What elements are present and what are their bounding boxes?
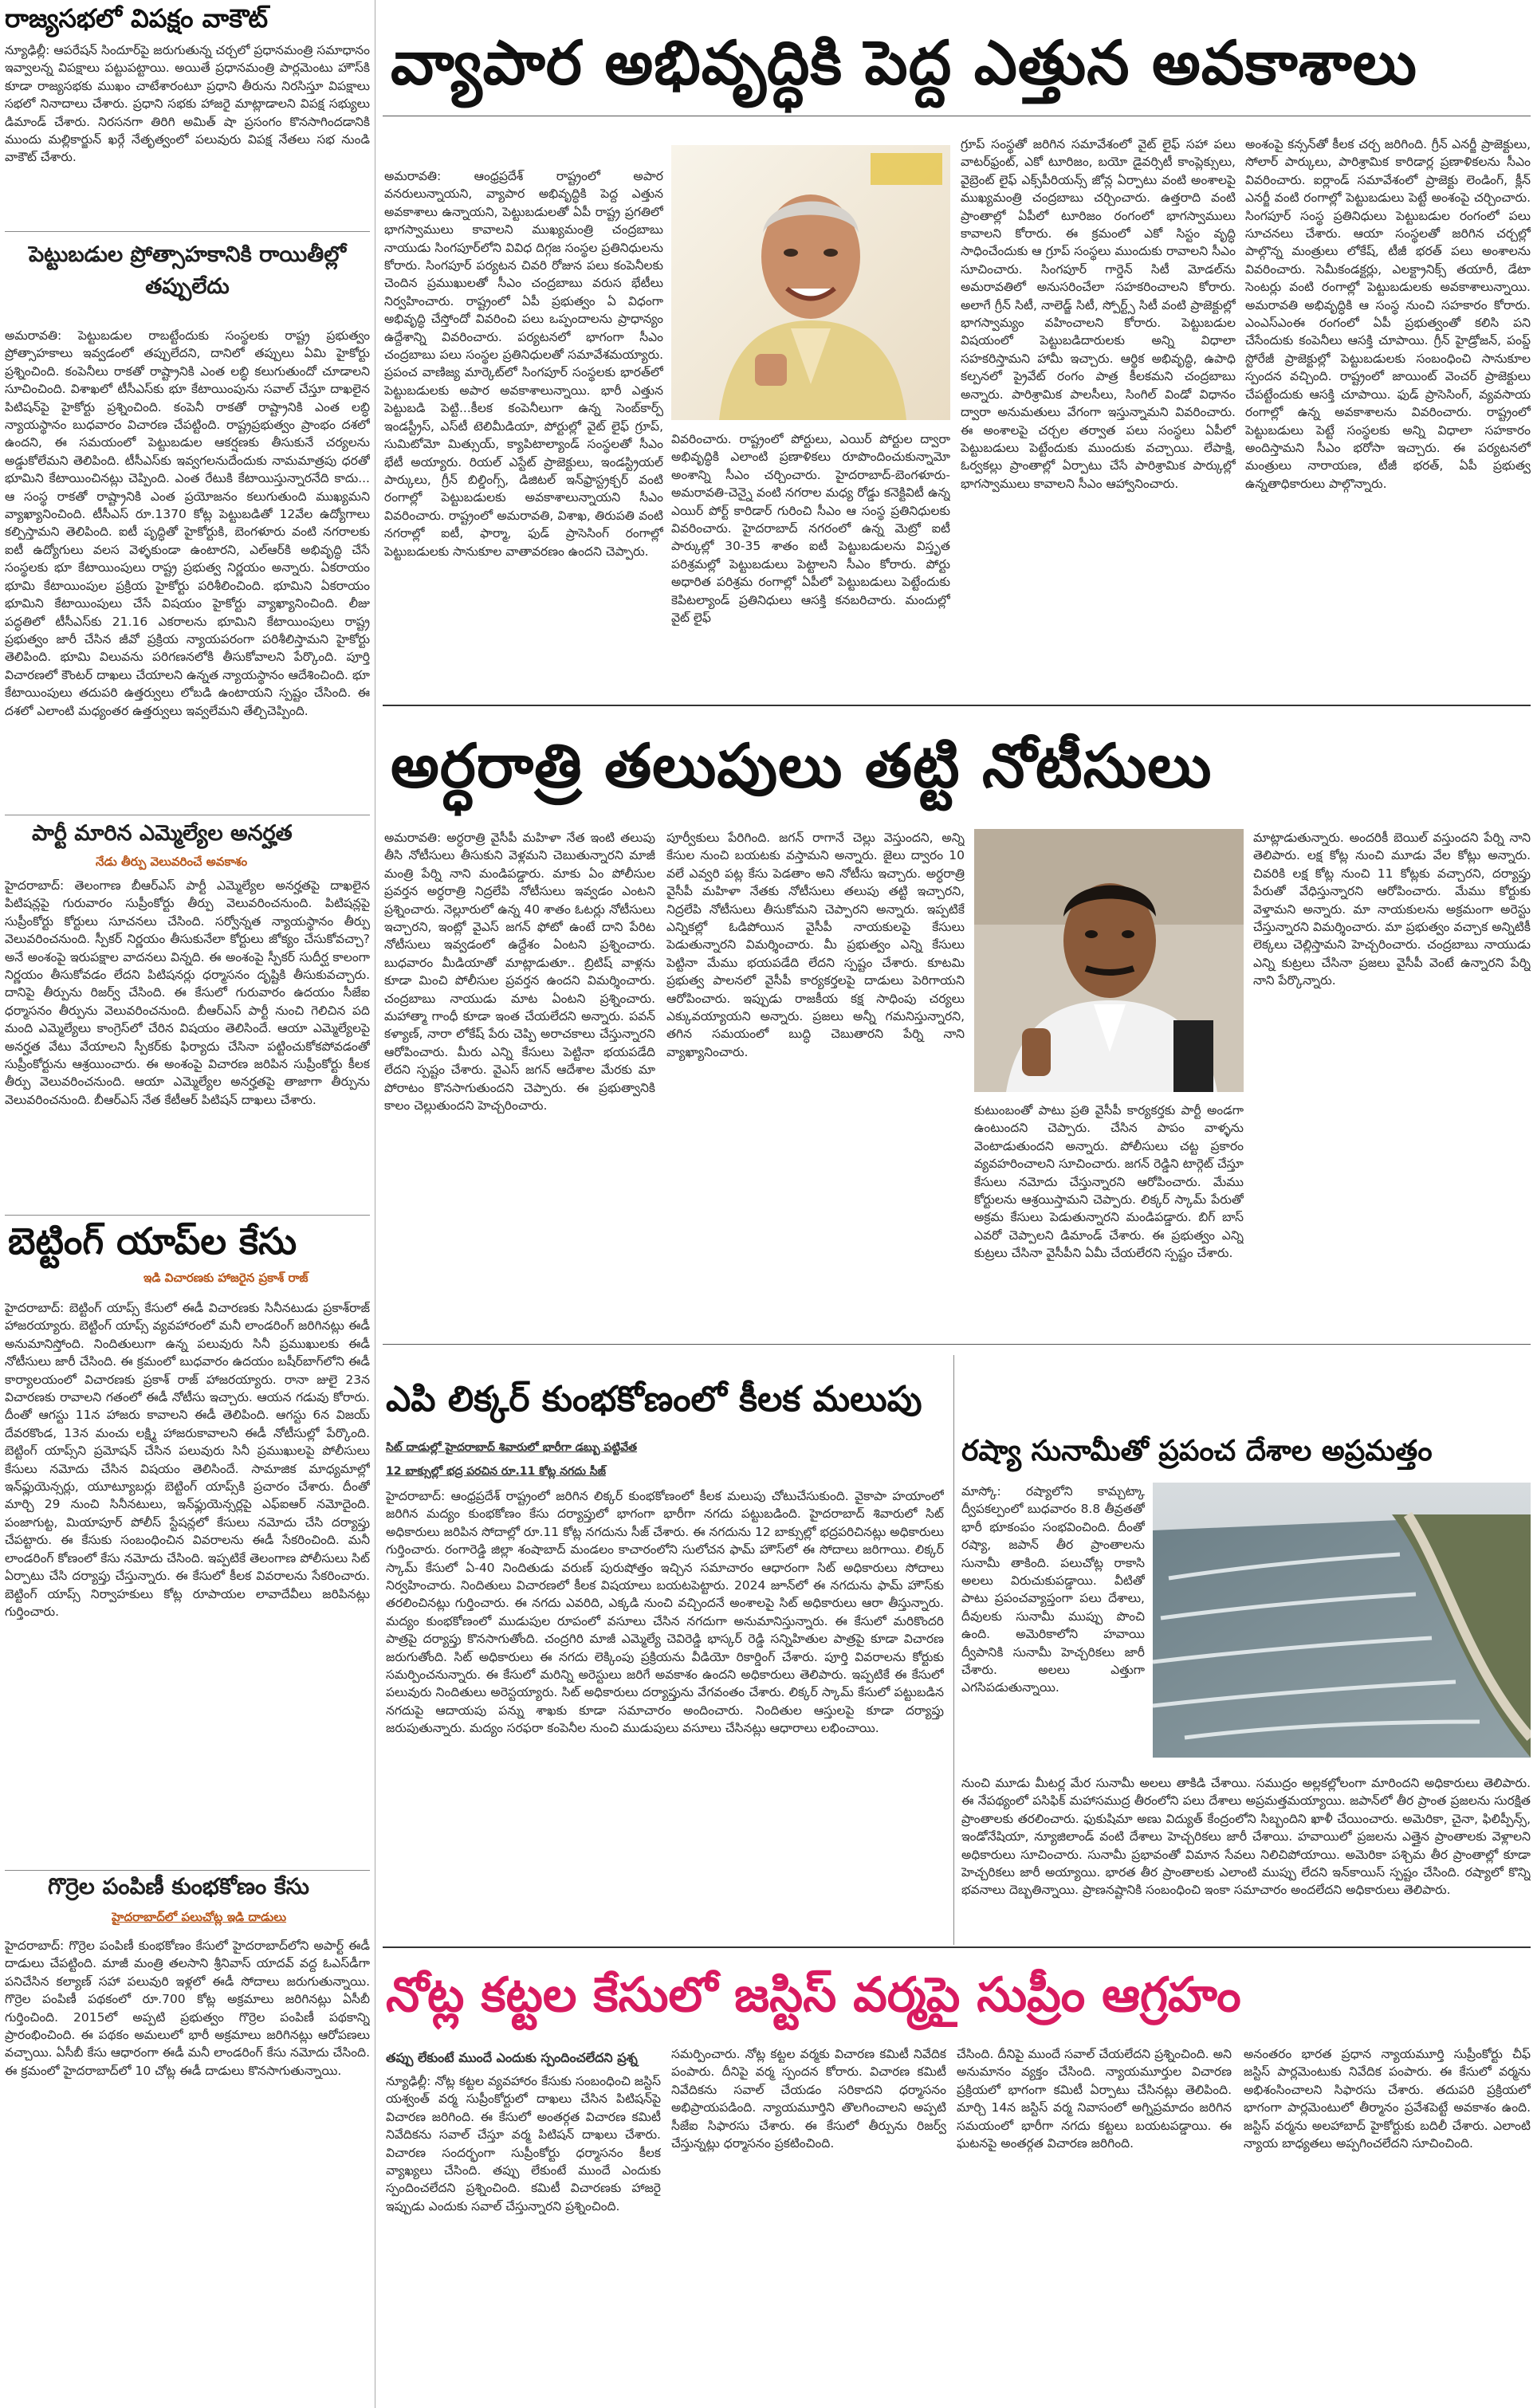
bottom-body-col1: న్యూఢిల్లీ: నోట్ల కట్టల వ్యవహారం కేసుకు సంబంధించి జస్టిస్ యశ్వంత్ వర్మ సుప్రీంకోర్టులో దాఖలు చేసిన పిటిషన్‌పై విచారణ జరిగింది. ఈ కేసులో అంతర్గత విచారణ కమిటీ నివేదికను సవాల్ చేస్తూ వర్మ పిటిషన్ దాఖలు చేశారు. విచారణ సందర్భంగా సుప్రీంకోర్టు ధర్మాసనం కీలక వ్యాఖ్యలు చేసింది. తప్పు లేకుంటే ముందే ఎందుకు స్పందించలేదని ప్రశ్నించింది. కమిటీ విచారణకు హాజరై ఇప్పుడు ఎందుకు సవాల్ చేస్తున్నారని ప్రశ్నించింది.	[386, 2074, 661, 2214]
mid-body-col4: మాట్లాడుతున్నారు. అందరికీ బెయిల్ వస్తుందని పేర్ని నాని తెలిపారు. లక్ష కోట్ల నుంచి మూడు వేల కోట్లు అన్నారు. చివరికి లక్ష కోట్ల నుంచి 11 కోట్లకు వచ్చారని, దర్యాప్తు పేరుతో వేధిస్తున్నారని ఆరోపించారు. మేము కోర్టుకు వెళ్తామని అన్నారు. మా నాయకులను అక్రమంగా అరెస్టు చేస్తున్నారని విమర్శించారు. మా ప్రభుత్వం వచ్చాక అన్నిటికీ లెక్కలు చెల్లిస్తామని హెచ్చరించారు. చంద్రబాబు నాయుడు ఎన్ని కుట్రలు చేసినా ప్రజలు వైసీపీ వెంటే ఉన్నారని పేర్ని నాని పేర్కొన్నారు.	[1253, 831, 1531, 988]
left-story-3-body: హైదరాబాద్: తెలంగాణ బీఆర్ఎస్ పార్టీ ఎమ్మెల్యేల అనర్హతపై దాఖలైన పిటిషన్లపై గురువారం సుప్రీంకోర్టు తీర్పు వెలువరించనుంది. పిటిషన్లపై సుప్రీంకోర్టు కోర్టులు సూచనలు చేసింది. సర్వోన్నత న్యాయస్థానం తీర్పు వెలువరించనుంది. స్పీకర్ నిర్ణయం తీసుకునేలా కోర్టులు జోక్యం చేసుకోవచ్చా? అనే అంశంపై ఇరుపక్షాల వాదనలు విన్నది. ఈ అంశంపై స్పీకర్ సుదీర్ఘ కాలంగా నిర్ణయం తీసుకోవడం లేదని పిటిషనర్లు ధర్మాసనం దృష్టికి తీసుకువచ్చారు. దానిపై తీర్పును రిజర్వ్ చేసింది. ఈ కేసులో గురువారం ఉదయం సీజేఐ ధర్మాసనం తీర్పును వెలువరించనుంది. బీఆర్ఎస్ పార్టీ నుంచి గెలిచిన పది మంది ఎమ్మెల్యేలు కాంగ్రెస్‌లో చేరిన విషయం తెలిసిందే. ఆయా ఎమ్మెల్యేలపై అనర్హత వేటు వేయాలని స్పీకర్‌కు ఫిర్యాదు చేసినా పట్టించుకోకపోవడంతో సుప్రీంకోర్టును ఆశ్రయించారు. ఈ అంశంపై విచారణ జరిపిన సుప్రీంకోర్టు కీలక తీర్పు వెలువరించనుంది. ఆయా ఎమ్మెల్యేల అనర్హతపై తాజాగా తీర్పును వెలువరించనుంది. బీఆర్ఎస్ నేత కేటీఆర్ పిటిషన్ దాఖలు చేశారు.	[5, 878, 370, 1107]
top-body-col4: అంశంపై కన్సన్‌తో కీలక చర్చ జరిగింది. గ్రీన్ ఎనర్జీ ప్రాజెక్టులు, సోలార్ పార్కులు, పారిశ్రామిక కారిడార్ల ప్రణాళికలను సీఎం వివరించారు. ఐర్లాండ్ సమావేశంలో ప్రాజెక్టు లెండింగ్, క్లీన్ ఎనర్జీ వంటి రంగాల్లో పెట్టుబడులు పెట్టే అంశంపై చర్చించారు. సింగపూర్ సంస్థ ప్రతినిధులు పెట్టుబడుల రంగంలో పలు సూచనలు చేశారు. ఆయా సంస్థలతో జరిగిన చర్చల్లో పాల్గొన్న మంత్రులు లోకేష్, టీజీ భరత్ పలు అంశాలను వివరించారు. సెమీకండక్టర్లు, ఎలక్ట్రానిక్స్ తయారీ, డేటా సెంటర్లు వంటి రంగాల్లో పెట్టుబడులకు అవకాశాలున్నాయి. అమరావతి అభివృద్ధికి ఆ సంస్థ నుంచి సహకారం కోరారు. ఎంఎస్ఎంఈ రంగంలో ఏపీ ప్రభుత్వంతో కలిసి పని చేసేందుకు కంపెనీలు ఆసక్తి చూపాయి. గ్రీన్ హైడ్రోజన్, పంప్డ్ స్టోరేజీ ప్రాజెక్టుల్లో పెట్టుబడులకు సంబంధించి సానుకూల స్పందన వచ్చింది. రాష్ట్రంలో జాయింట్ వెంచర్ ప్రాజెక్టులు చేపట్టేందుకు ఆసక్తి చూపాయి. ఫుడ్ ప్రాసెసింగ్, వ్యవసాయ రంగాల్లో ఉన్న అవకాశాలను వివరించారు. రాష్ట్రంలో పెట్టుబడులు పెట్టే సంస్థలకు అన్ని విధాలా సహకారం అందిస్తామని సీఎం భరోసా ఇచ్చారు. ఈ పర్యటనలో మంత్రులు నారాయణ, టీజీ భరత్, ఏపీ ప్రభుత్వ ఉన్నతాధికారులు పాల్గొన్నారు.	[1245, 137, 1531, 491]
mid-headline: అర్ధరాత్రి తలుపులు తట్టి నోటీసులు	[391, 730, 1213, 801]
mid-body-col1: అమరావతి: అర్ధరాత్రి వైసీపీ మహిళా నేత ఇంటి తలుపు తీసి నోటీసులు తీసుకుని వెళ్లమని చెబుతున్నారని మాజీ మంత్రి పేర్ని నాని మండిపడ్డారు. మాకు ఏం పోలీసుల ప్రవర్తన అర్ధరాత్రి నిద్రలేపి నోటీసులు ఇవ్వడం ఎంటని ప్రశ్నించారు. నెల్లూరులో ఉన్న 40 శాతం ఓటర్లు నోటీసులు ఇచ్చారని, ఇంట్లో వైఎస్ జగన్ ఫోటో ఉంటే దాని పేరిట నోటీసులు ఇవ్వడంలో ఉద్దేశం ఏంటని ప్రశ్నించారు. బుధవారం మీడియాతో మాట్లాడుతూ.. బ్రిటిష్ వాళ్లను కూడా మించి పోలీసుల ప్రవర్తన ఉందని విమర్శించారు. చంద్రబాబు నాయుడు మాట ఏంటని ప్రశ్నించారు. మహాత్మా గాంధీ కూడా ఇంత చేయలేదని అన్నారు. పవన్ కళ్యాణ్, నారా లోకేష్ పేరు చెప్పి అరాచకాలు చేస్తున్నారని ఆరోపించారు. మీరు ఎన్ని కేసులు పెట్టినా భయపడేది లేదని స్పష్టం చేశారు. వైఎస్ జగన్ ఆదేశాల మేరకు మా పోరాటం కొనసాగుతుందని చెప్పారు. ఈ ప్రభుత్వానికి కాలం చెల్లుతుందని హెచ్చరించారు.	[384, 831, 655, 1114]
left-story-3-title: పార్టీ మారిన ఎమ్మెల్యేల అనర్హత	[32, 821, 293, 846]
liquor-body: హైదరాబాద్: ఆంధ్రప్రదేశ్ రాష్ట్రంలో జరిగిన లిక్కర్ కుంభకోణంలో కీలక మలుపు చోటుచేసుకుంది. వైకాపా హయాంలో జరిగిన మద్యం కుంభకోణం కేసు దర్యాప్తులో భాగంగా భారీగా నగదు పట్టుబడింది. హైదరాబాద్ శివారులో సిట్ అధికారులు జరిపిన సోదాల్లో రూ.11 కోట్ల నగదును సీజ్ చేశారు. ఈ నగదును 12 బాక్సుల్లో భద్రపరిచినట్లు అధికారులు గుర్తించారు. రంగారెడ్డి జిల్లా శంషాబాద్ మండలం కాచారంలోని సులోచన ఫామ్ హౌస్‌లో ఈ సోదాలు జరిగాయి. లిక్కర్ స్కామ్ కేసులో ఏ-40 నిందితుడు వరుణ్ పురుషోత్తం ఇచ్చిన సమాచారం ఆధారంగా సిట్ అధికారులు సోదాలు నిర్వహించారు. నిందితులు విచారణలో కీలక విషయాలు బయటపెట్టారు. 2024 జూన్‌లో ఈ నగదును ఫామ్ హౌస్‌కు తరలించినట్లు గుర్తించారు. ఈ నగదు ఎవరిది, ఎక్కడి నుంచి వచ్చిందనే అంశాలపై సిట్ అధికారులు ఆరా తీస్తున్నారు. మద్యం కుంభకోణంలో ముడుపుల రూపంలో వసూలు చేసిన నగదుగా అనుమానిస్తున్నారు. ఈ కేసులో మరికొందరి పాత్రపై దర్యాప్తు కొనసాగుతోంది. చంద్రగిరి మాజీ ఎమ్మెల్యే చెవిరెడ్డి భాస్కర్ రెడ్డి సన్నిహితుల పాత్రపై కూడా విచారణ జరుగుతోంది. సిట్ అధికారులు ఈ నగదు లెక్కింపు ప్రక్రియను వీడియో రికార్డింగ్ చేశారు. పూర్తి వివరాలను కోర్టుకు సమర్పించనున్నారు. ఈ కేసులో మరిన్ని అరెస్టులు జరిగే అవకాశం ఉందని అధికారులు తెలిపారు. ఇప్పటికే ఈ కేసులో పలువురు నిందితులు అరెస్టయ్యారు. సిట్ అధికారులు దర్యాప్తును వేగవంతం చేశారు. లిక్కర్ స్కామ్ కేసులో పట్టుబడిన నగదుపై ఆదాయపు పన్ను శాఖకు కూడా సమాచారం అందించారు. నిందితుల ఆస్తులపై కూడా దర్యాప్తు జరుపుతున్నారు. మద్యం సరఫరా కంపెనీల నుంచి ముడుపులు వసూలు చేసినట్లు ఆధారాలు లభించాయి.	[386, 1489, 944, 1736]
bottom-body-col4: అనంతరం భారత ప్రధాన న్యాయమూర్తి సుప్రీంకోర్టు చీఫ్ జస్టిస్ పార్లమెంటుకు నివేదిక పంపారు. ఈ కేసులో వర్మను అభిశంసించాలని సిఫారసు చేశారు. తదుపరి ప్రక్రియలో భాగంగా పార్లమెంటులో తీర్మానం ప్రవేశపెట్టే అవకాశం ఉంది. జస్టిస్ వర్మను అలహాబాద్ హైకోర్టుకు బదిలీ చేశారు. ఎలాంటి న్యాయ బాధ్యతలు అప్పగించలేదని సూచించింది.	[1244, 2047, 1531, 2151]
left-story-4-body: హైదరాబాద్: బెట్టింగ్ యాప్స్ కేసులో ఈడీ విచారణకు సినీనటుడు ప్రకాశ్‌రాజ్ హాజరయ్యారు. బెట్టింగ్ యాప్స్ వ్యవహారంలో మనీ లాండరింగ్ జరిగినట్లు ఈడీ అనుమానిస్తోంది. నిందితులుగా ఉన్న పలువురు సినీ ప్రముఖులకు ఈడీ నోటీసులు జారీ చేసింది. ఈ క్రమంలో బుధవారం ఉదయం బషీర్‌బాగ్‌లోని ఈడీ కార్యాలయంలో విచారణకు ప్రకాశ్ రాజ్ హాజరయ్యారు. రానా జులై 23న విచారణకు రావాలని గతంలో ఈడీ నోటీసు ఇచ్చారు. ఆయన గడువు కోరారు. దీంతో ఆగస్టు 11న హాజరు కావాలని ఈడీ తెలిపింది. ఆగస్టు 6న విజయ్ దేవరకొండ, 13న మంచు లక్ష్మి హాజరుకావాలని ఈడీ నోటీసుల్లో పేర్కొంది. బెట్టింగ్ యాప్స్‌ని ప్రమోషన్ చేసిన పలువురు సినీ ప్రముఖులపై పోలీసులు కేసులు నమోదు చేసిన విషయం తెలిసిందే. సామాజిక మాధ్యమాల్లో ఇన్‌ఫ్లుయెన్సర్లు, యూట్యూబర్లు బెట్టింగ్ యాప్స్‌కి ప్రచారం చేశారు. దీంతో మార్చి 29 నుంచి సినీనటులు, ఇన్‌ఫ్లుయెన్సర్లపై ఎఫ్ఐఆర్ నమోదైంది. పంజాగుట్ట, మియాపూర్ పోలీస్ స్టేషన్లలో కేసులు నమోదు చేసి దర్యాప్తు చేపట్టారు. ఈ కేసుకు సంబంధించిన వివరాలను ఈడీ సేకరించింది. మనీ లాండరింగ్ కోణంలో కేసు నమోదు చేసింది. ఇప్పటికే తెలంగాణ పోలీసులు సిట్ ఏర్పాటు చేసి దర్యాప్తు చేస్తున్నారు. ఈ కేసులో కీలక వివరాలను సేకరించారు. బెట్టింగ్ యాప్స్ నిర్వాహకులు కోట్ల రూపాయల లావాదేవీలు జరిపినట్లు గుర్తించారు.	[5, 1301, 370, 1619]
left-story-4-title: బెట్టింగ్ యాప్‌ల కేసు	[8, 1220, 297, 1263]
liquor-headline: ఎపి లిక్కర్ కుంభకోణంలో కీలక మలుపు	[386, 1379, 922, 1420]
column-rule	[953, 1355, 954, 1945]
left-story-2-title: పెట్టుబడుల ప్రోత్సాహకానికి రాయితీల్లో తప్పులేదు	[28, 242, 346, 299]
top-headline: వ్యాపార అభివృద్ధికి పెద్ద ఎత్తున అవకాశాలు	[391, 27, 1417, 98]
bottom-headline: నోట్ల కట్టల కేసులో జస్టిస్ వర్మపై సుప్రీం ఆగ్రహం	[386, 1967, 1241, 2023]
chief-minister-photo	[671, 145, 950, 420]
tsunami-body-col1: మాస్కో: రష్యాలోని కామ్చట్కా ద్వీపకల్పంలో బుధవారం 8.8 తీవ్రతతో భారీ భూకంపం సంభవించింది. దీంతో రష్యా, జపాన్ తీర ప్రాంతాలను సునామీ తాకింది. పలుచోట్ల రాకాసి అలలు విరుచుకుపడ్డాయి. వీటితో పాటు ప్రపంచవ్యాప్తంగా పలు దేశాలు, దీవులకు సునామీ ముప్పు పొంచి ఉంది. అమెరికాలోని హవాయి ద్వీపానికి సునామీ హెచ్చరికలు జారీ చేశారు. అలలు ఎత్తుగా ఎగసిపడుతున్నాయి.	[961, 1484, 1145, 1695]
left-story-4-subtitle: ఇడి విచారణకు హాజరైన ప్రకాశ్ రాజ్	[143, 1271, 309, 1285]
liquor-subtitle-2: 12 బాక్సుల్లో భద్ర పరచిన రూ.11 కోట్ల నగదు సీజ్	[386, 1465, 606, 1478]
bottom-subtitle: తప్పు లేకుంటే ముందే ఎందుకు స్పందించలేదని ప్రశ్న	[386, 2050, 638, 2065]
left-story-5-title: గొర్రెల పంపిణీ కుంభకోణం కేసు	[48, 1873, 309, 1899]
divider	[5, 1215, 370, 1216]
mid-body-col2: పూర్వీకులు పేరిగింది. జగన్ రాగానే చెల్లు వెస్తుందని, అన్ని కేసుల నుంచి బయటకు వస్తామని అన్నారు. జైలు ద్వారం 10 వలే ఎవ్వరి పట్ల కేసు పెడతాం అని నోటీసు ఇచ్చారు. అర్ధరాత్రి వైసీపీ మహిళా నేతకు నోటీసులు తలుపు తట్టి ఇచ్చారని, నిద్రలేపి నోటీసులు తీసుకోమని చెప్పారని అన్నారు. ఇప్పటికే ఎన్నికల్లో ఓడిపోయిన వైసీపీ నాయకులపై కేసులు పెడుతున్నారని విమర్శించారు. మీ ప్రభుత్వం ఎన్ని కేసులు పెట్టినా మేము భయపడేది లేదని స్పష్టం చేశారు. కూటమి ప్రభుత్వ పాలనలో వైసీపీ కార్యకర్తలపై దాడులు పెరిగాయని ఆరోపించారు. ఇప్పుడు రాజకీయ కక్ష సాధింపు చర్యలు ఎక్కువయ్యాయని అన్నారు. ప్రజలు అన్నీ గమనిస్తున్నారని, తగిన సమయంలో బుద్ధి చెబుతారని పేర్ని నాని వ్యాఖ్యానించారు.	[666, 831, 965, 1059]
top-body-col2: వివరించారు. రాష్ట్రంలో పోర్టులు, ఎయిర్ పోర్టుల ద్వారా అభివృద్ధికి ఎలాంటి ప్రణాళికలు రూపొందించుకున్నామో అంశాన్ని సీఎం చర్చించారు. హైదరాబాద్-బెంగళూరు-అమరావతి-చెన్నై వంటి నగరాల మధ్య రోడ్డు కనెక్టివిటీ ఉన్న ఎయిర్ పోర్ట్ కారిడార్ గురించి సీఎం ఆ సంస్థ ప్రతినిధులకు వివరించారు. హైదరాబాద్ నగరంలో ఉన్న మెట్రో ఐటీ పార్కుల్లో 30-35 శాతం ఐటీ పెట్టుబడులను విస్తృత పరిశ్రమల్లో పెట్టుబడులు పెట్టాలని సీఎం కోరారు. పోర్టు అధారిత పరిశ్రమ రంగాల్లో ఏపీలో పెట్టుబడులు పెట్టేందుకు కెపిటల్యాండ్ ప్రతినిధులు ఆసక్తి కనబరిచారు. మందుల్లో వైట్ లైఫ్	[671, 432, 950, 626]
bottom-body-col2: సమర్పించారు. నోట్ల కట్టల వర్మకు విచారణ కమిటీ నివేదిక పంపారు. దీనిపై వర్మ స్పందన కోరారు. విచారణ కమిటీ నివేదికను సవాల్ చేయడం సరికాదని ధర్మాసనం అభిప్రాయపడింది. న్యాయమూర్తిని తొలగించాలని అప్పటి సీజేఐ సిఫారసు చేశారు. ఈ కేసులో తీర్పును రిజర్వ్ చేస్తున్నట్లు ధర్మాసనం ప్రకటించింది.	[671, 2047, 946, 2151]
left-story-5-subtitle: హైదరాబాద్‌లో పలుచోట్ల ఇడి దాడులు	[112, 1910, 287, 1924]
left-story-1-title: రాజ్యసభలో విపక్షం వాకౌట్	[5, 3, 269, 33]
left-story-1-body: న్యూఢిల్లీ: ఆపరేషన్ సిందూర్‌పై జరుగుతున్న చర్చలో ప్రధానమంత్రి సమాధానం ఇవ్వాలన్న విపక్షాలు పట్టుపట్టాయి. అయితే ప్రధానమంత్రి పార్లమెంటు హౌస్‌కి కూడా రాజ్యసభకు ముఖం చాటేశారంటూ ప్రధాని తీరును నిరసిస్తూ విపక్షాలు సభలో నినాదాలు చేశారు. ప్రధాని సభకు హాజరై మాట్లాడాలని విపక్ష సభ్యులు డిమాండ్ చేశారు. నిరసనగా తిరిగి అమిత్ షా ప్రసంగం కొనసాగిందడానికి ముందు మల్లికార్జున్ ఖర్గే నేతృత్వంలో పలువురు విపక్ష నేతలు సభ నుండి వాకౌట్ చేశారు.	[5, 43, 370, 165]
perni-nani-photo	[974, 829, 1244, 1092]
top-body-col3: గ్రూప్ సంస్థతో జరిగిన సమావేశంలో వైట్ లైఫ్ సహా పలు వాటర్‌ఫ్రంట్, ఎకో టూరిజం, బయో డైవర్సిటీ కాంప్లెక్సులు, వైబ్రెంట్ లైఫ్ ఎక్స్‌పీరియన్స్ జోన్ల ఏర్పాటు వంటి అంశాలపై ముఖ్యమంత్రి చంద్రబాబు చర్చించారు. ఉత్తరాది వంటి ప్రాంతాల్లో ఏపీలో టూరిజం రంగంలో భాగస్వాములు కావాలని కోరారు. ఈ క్రమంలో ఎకో సిస్టం వృద్ధి సాధించేందుకు ఆ గ్రూప్ సంస్థలు ముందుకు రావాలని సీఎం సూచించారు. సింగపూర్ గార్డెన్ సిటీ మోడల్‌ను అమరావతిలో అనుసరించేలా సహకరించాలని కోరారు. అలాగే గ్రీన్ సిటీ, నాలెడ్జ్ సిటీ, స్పోర్ట్స్ సిటీ వంటి ప్రాజెక్టుల్లో భాగస్వామ్యం వహించాలని కోరారు. పెట్టుబడుల విషయంలో పెట్టుబడిదారులకు అన్ని విధాలా సహకరిస్తామని హామీ ఇచ్చారు. ఆర్థిక అభివృద్ధి, ఉపాధి కల్పనలో ప్రైవేట్ రంగం పాత్ర కీలకమని చంద్రబాబు అన్నారు. పారిశ్రామిక పాలసీలు, సింగిల్ విండో విధానం ద్వారా అనుమతులు వేగంగా ఇస్తున్నామని వివరించారు. ఈ అంశాలపై చర్చల తర్వాత పలు సంస్థలు ఏపీలో పెట్టుబడులు పెట్టేందుకు ముందుకు వచ్చాయి. లేపాక్షి, ఓర్వకల్లు ప్రాంతాల్లో ఏర్పాటు చేసే పారిశ్రామిక పార్కుల్లో భాగస్వాములు కావాలని సీఎం ఆహ్వానించారు.	[961, 137, 1236, 491]
divider	[5, 1870, 370, 1871]
tsunami-body: నుంచి మూడు మీటర్ల మేర సునామీ అలలు తాకిడి చేశాయి. సముద్రం అల్లకల్లోలంగా మారిందని అధికారులు తెలిపారు. ఈ నేపథ్యంలో పసిఫిక్ మహాసముద్ర తీరంలోని పలు దేశాలు అప్రమత్తమయ్యాయి. జపాన్‌లో తీర ప్రాంత ప్రజలను సురక్షిత ప్రాంతాలకు తరలించారు. ఫుకుషిమా అణు విద్యుత్ కేంద్రంలోని సిబ్బందిని ఖాళీ చేయించారు. అమెరికా, చైనా, ఫిలిప్పీన్స్, ఇండోనేషియా, న్యూజిలాండ్ వంటి దేశాలు హెచ్చరికలు జారీ చేశాయి. హవాయిలో ప్రజలను ఎత్తైన ప్రాంతాలకు వెళ్లాలని అధికారులు సూచించారు. సునామీ ప్రభావంతో విమాన సేవలు నిలిచిపోయాయి. అమెరికా పశ్చిమ తీర ప్రాంతాల్లో కూడా హెచ్చరికలు జారీ అయ్యాయి. భారత తీర ప్రాంతాలకు ఎలాంటి ముప్పు లేదని ఇన్‌కాయిస్ స్పష్టం చేసింది. రష్యాలో కొన్ని భవనాలు దెబ్బతిన్నాయి. ప్రాణనష్టానికి సంబంధించి ఇంకా సమాచారం అందలేదని అధికారులు తెలిపారు.	[961, 1776, 1531, 1898]
section-rule	[383, 705, 1531, 706]
section-rule	[383, 1344, 1531, 1345]
divider	[5, 231, 370, 232]
liquor-subtitle: సిట్ దాడుల్లో హైదరాబాద్ శివారులో భారీగా డబ్బు పట్టివేత	[386, 1441, 638, 1454]
bottom-body-col3: చేసింది. దీనిపై ముందే సవాల్ చేయలేదని ప్రశ్నించింది. అని అనుమానం వ్యక్తం చేసింది. న్యాయమూర్తుల విచారణ ప్రక్రియలో భాగంగా కమిటీ ఏర్పాటు చేసినట్లు తెలిపింది. మార్చి 14న జస్టిస్ వర్మ నివాసంలో అగ్నిప్రమాదం జరిగిన సమయంలో భారీగా నగదు కట్టలు బయటపడ్డాయి. ఈ ఘటనపై అంతర్గత విచారణ జరిగింది.	[957, 2047, 1232, 2151]
left-story-3-subtitle: నేడు తీర్పు వెలువరించే అవకాశం	[96, 854, 248, 869]
tsunami-coast-photo	[1153, 1483, 1531, 1758]
left-story-5-body: హైదరాబాద్: గొర్రెల పంపిణీ కుంభకోణం కేసులో హైదరాబాద్‌లోని అపార్ట్ ఈడీ దాడులు చేపట్టింది. మాజీ మంత్రి తలసాని శ్రీనివాస్ యాదవ్ వద్ద ఓఎస్‌డీగా పనిచేసిన కల్యాణ్ సహా పలువురి ఇళ్లలో ఈడీ సోదాలు జరుగుతున్నాయి. గొర్రెల పంపిణీ పథకంలో రూ.700 కోట్ల అక్రమాలు జరిగినట్లు ఏసీబీ గుర్తించింది. 2015లో అప్పటి ప్రభుత్వం గొర్రెల పంపిణీ పథకాన్ని ప్రారంభించింది. ఈ పథకం అమలులో భారీ అక్రమాలు జరిగినట్లు ఆరోపణలు వచ్చాయి. ఏసీబీ కేసు ఆధారంగా ఈడీ మనీ లాండరింగ్ కేసు నమోదు చేసింది. ఈ క్రమంలో హైదరాబాద్‌లో 10 చోట్ల ఈడీ దాడులు కొనసాగుతున్నాయి.	[5, 1939, 370, 2078]
mid-body-col3: కుటుంబంతో పాటు ప్రతి వైసీపీ కార్యకర్తకు పార్టీ అండగా ఉంటుందని చెప్పారు. చేసిన పాపం వాళ్ళను వెంటాడుతుందని అన్నారు. పోలీసులు చట్ట ప్రకారం వ్యవహరించాలని సూచించారు. జగన్ రెడ్డిని టార్గెట్ చేస్తూ కేసులు నమోదు చేస్తున్నారని ఆరోపించారు. మేము కోర్టులను ఆశ్రయిస్తామని చెప్పారు. లిక్కర్ స్కామ్ పేరుతో అక్రమ కేసులు పెడుతున్నారని మండిపడ్డారు. బిగ్ బాస్ ఎవరో చెప్పాలని డిమాండ్ చేశారు. ఈ ప్రభుత్వం ఎన్ని కుట్రలు చేసినా వైసీపీని ఏమీ చేయలేరని స్పష్టం చేశారు.	[974, 1103, 1244, 1261]
tsunami-headline: రష్యా సునామీతో ప్రపంచ దేశాల అప్రమత్తం	[961, 1435, 1433, 1467]
section-rule	[383, 1946, 1531, 1948]
left-story-2-body: అమరావతి: పెట్టుబడుల రాబట్టేందుకు సంస్థలకు రాష్ట్ర ప్రభుత్వం ప్రోత్సాహకాలు ఇవ్వడంలో తప్పులేదని, దానిలో తప్పులు ఏమి హైకోర్టు ప్రశ్నించింది. కంపెనీలు రాకతో రాష్ట్రానికి ఎంత లబ్ధి కలుగుతుందో చూడాలని సూచించింది. విశాఖలో టీసీఎస్‌కు భూ కేటాయింపును సవాల్ చేస్తూ దాఖలైన పిటిషన్‌పై హైకోర్టు ప్రశ్నించింది. కంపెనీ రాకతో రాష్ట్రానికి ఎంత లబ్ధి న్యాయస్థానం బుధవారం విచారణ చేపట్టింది. రాష్ట్రప్రభుత్వం ప్రాంభం దశలో ఉందని, ఈ సమయంలో పెట్టుబడుల ఆకర్షణకు తీసుకునే చర్యలను అడ్డుకోలేమని తెలిపింది. టీసీఎస్‌కు ఇవ్వగలనుదేందుకు నామమాత్రపు ధరతో భూమిని కేటాయించినట్లు చెప్పింది. ఎంత రేటుకి కేటాయిస్తున్నారనేది కాదు... ఆ సంస్థ రాకతో రాష్ట్రానికి ఎంత ప్రయోజనం కలుగుతుంది ముఖ్యమని వ్యాఖ్యానించింది. టీసీఎస్ రూ.1370 కోట్ల పెట్టుబడితో 12వేల ఉద్యోగాలు కల్పిస్తామని తెలిపింది. ఐటీ పృద్ధితో హైకోర్టుకి, బెంగళూరు వంటి నగరాలకు ఐటీ ఉద్యోగులు వలస వెళ్ళకుండా ఉంటారని, ఎల్ఆర్‌కి అభివృద్ధి చేసే సంస్థలకు భూ కేటాయింపులు రాష్ట్ర ప్రభుత్వ నిర్ణయం అన్నారు. ఏకరాయం భూమి కేటాయింపుల ప్రక్రియ హైకోర్టు పరిశీలించింది. భూమిని ఏకరాయం భూమిని కేటాయింపులు చేసే విషయం హైకోర్టు వ్యాఖ్యానించింది. లీజు పద్ధతిలో టీసీఎస్‌కు 21.16 ఎకరాలను భూమిని కేటాయింపులు రాష్ట్ర ప్రభుత్వం జారీ చేసిన జీవో ప్రక్రియ న్యాయపరంగా పరిశీలిస్తామని హైకోర్టు తెలిపింది. భూమి విలువను పరిగణనలోకి తీసుకోవాలని పేర్కొంది. పూర్తి విచారణలో కౌంటర్ దాఖలు చేయాలని ఉన్నత న్యాయస్థానం ఆదేశించింది. భూ కేటాయింపులు తదుపరి ఉత్తర్వులు లోబడి ఉంటాయని స్పష్టం చేసింది. ఈ దశలో ఎలాంటి మధ్యంతర ఉత్తర్వులు ఇవ్వలేమని తేల్చిచెప్పింది.	[5, 328, 370, 718]
top-body-col1: అమరావతి: ఆంధ్రప్రదేశ్ రాష్ట్రంలో అపార వనరులున్నాయని, వ్యాపార అభివృద్ధికి పెద్ద ఎత్తున అవకాశాలు ఉన్నాయని, పెట్టుబడులతో ఏపీ రాష్ట్ర ప్రగతిలో భాగస్వాములు కావాలని ముఖ్యమంత్రి చంద్రబాబు నాయుడు సింగపూర్‌లోని వివిధ దిగ్గజ సంస్థల ప్రతినిధులను కోరారు. సింగపూర్ పర్యటన చివరి రోజున పలు కంపెనీలకు చెందిన ప్రముఖులతో సీఎం చంద్రబాబు వరుస భేటీలు నిర్వహించారు. రాష్ట్రంలో ఏపీ ప్రభుత్వం ఏ విధంగా అభివృద్ధి చేస్తోందో వివరించి పలు ఒప్పందాలను ప్రాధాన్యం ఉద్దేశాన్ని వివరించారు. పర్యటనలో భాగంగా సీఎం చంద్రబాబు పలు సంస్థల ప్రతినిధులతో సమావేశమయ్యారు. ప్రపంచ వాణిజ్య మార్కెట్‌లో సింగపూర్ సంస్థలకు భారత్‌లో పెట్టుబడులకు అపార అవకాశాలున్నాయి. భారీ ఎత్తున పెట్టుబడి పెట్టి...కీలక కంపెనీలుగా ఉన్న సెంబ్‌కార్ప్ ఇండస్ట్రీస్, ఎస్‌టీ టెలిమీడియా, పోర్టుల్లో వైట్ లైఫ్ గ్రూప్, సుమిటోమో మిత్సుయ్, క్యాపిటాల్యాండ్ సంస్థలతో సీఎం భేటీ అయ్యారు. రియల్ ఎస్టేట్ ప్రాజెక్టులు, ఇండస్ట్రియల్ పార్కులు, గ్రీన్ బిల్డింగ్స్, డిజిటల్ ఇన్‌ఫ్రాస్ట్రక్చర్ వంటి రంగాల్లో పెట్టుబడులకు అవకాశాలున్నాయని సీఎం వివరించారు. రాష్ట్రంలో అమరావతి, విశాఖ, తిరుపతి వంటి నగరాల్లో ఐటీ, ఫార్మా, ఫుడ్ ప్రాసెసింగ్ రంగాల్లో పెట్టుబడులకు సానుకూల వాతావరణం ఉందని చెప్పారు.	[384, 169, 663, 559]
